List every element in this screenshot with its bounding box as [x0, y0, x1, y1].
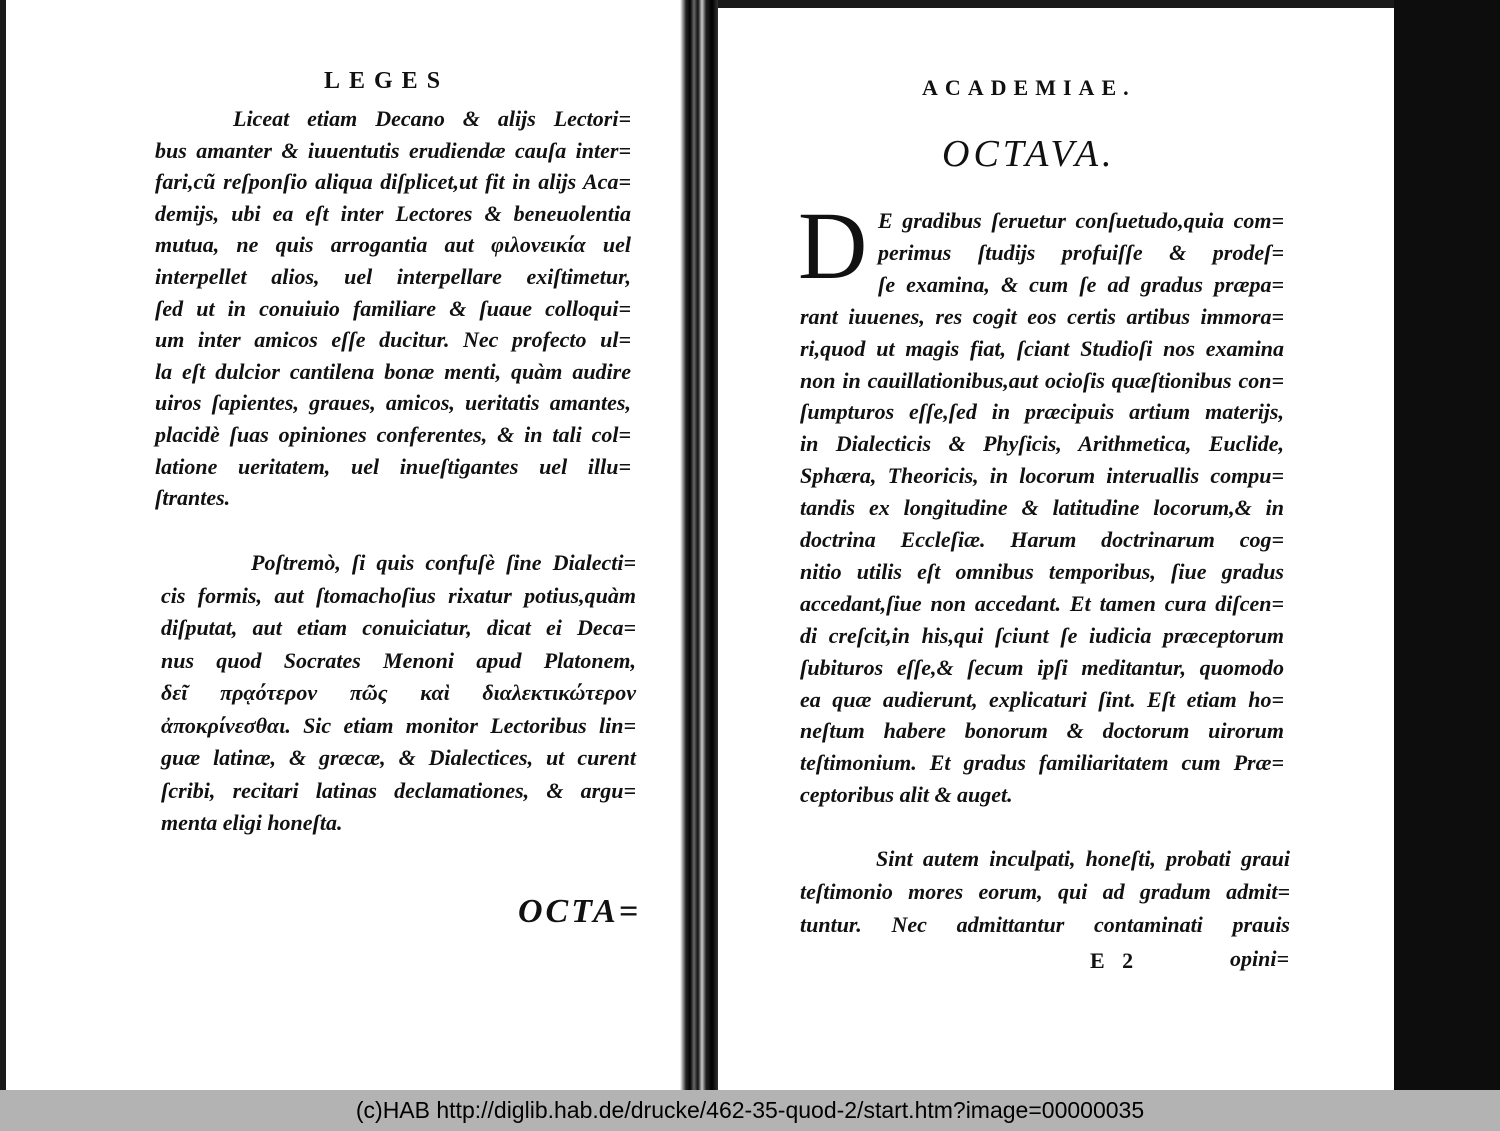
text-line: δεῖ πρᾳότερον πῶς καὶ διαλεκτικώτερον	[161, 680, 636, 705]
text-line: rant iuuenes, res cogit eos certis artibus immora=	[800, 303, 1284, 329]
text-line: ſumpturos eſſe,ſed in præcipuis artium materijs,	[800, 399, 1284, 425]
text-line: teſtimonio mores eorum, qui ad gradum admit=	[800, 879, 1290, 904]
text-line: Liceat etiam Decano & alijs Lectori=	[233, 106, 631, 131]
drop-cap: D	[798, 192, 868, 299]
text-line: um inter amicos eſſe ducitur. Nec profecto ul=	[155, 327, 631, 353]
text-line: ſe examina, & cum ſe ad gradus præpa=	[878, 271, 1284, 297]
text-line: mutua, ne quis arrogantia aut φιλονεικία uel	[155, 232, 631, 258]
text-line: teſtimonium. Et gradus familiaritatem cum Præ=	[800, 750, 1284, 776]
text-line: tuntur. Nec admittantur contaminati prauis	[800, 912, 1290, 937]
text-line: Poſtremò, ſi quis confuſè ſine Dialecti=	[251, 550, 636, 575]
text-line: diſputat, aut etiam conuiciatur, dicat ei Deca=	[161, 615, 636, 640]
text-line: la eſt dulcior cantilena bonæ menti, quàm audire	[155, 358, 631, 384]
text-line: ri,quod ut magis fiat, ſciant Studioſi nos examina	[800, 335, 1284, 361]
text-line: ſed ut in conuiuio familiare & ſuaue colloqui=	[155, 295, 631, 321]
left-page	[6, 0, 680, 1090]
text-line: fari,cũ reſponſio aliqua diſplicet,ut fit in alijs Aca=	[155, 169, 631, 195]
text-line: ea quæ audierunt, explicaturi ſint. Eſt etiam ho=	[800, 686, 1284, 712]
text-line: in Dialecticis & Phyſicis, Arithmetica, Euclide,	[800, 431, 1284, 457]
text-line: bus amanter & iuuentutis erudiendæ cauſa inter=	[155, 137, 631, 163]
copyright-footer: (c)HAB http://diglib.hab.de/drucke/462-35-quod-2/start.htm?image=00000035	[0, 1090, 1500, 1131]
text-line: ἀποκρίνεσθαι. Sic etiam monitor Lectoribus lin=	[161, 712, 636, 738]
text-line: perimus ſtudijs profuiſſe & prodeſ=	[878, 239, 1284, 265]
right-page	[718, 8, 1394, 1090]
text-line: Sphæra, Theoricis, in locorum interuallis compu=	[800, 463, 1284, 489]
text-line: nus quod Socrates Menoni apud Platonem,	[161, 647, 636, 673]
text-line: accedant,ſiue non accedant. Et tamen cura diſcen=	[800, 590, 1284, 616]
text-line: di creſcit,in his,qui ſciunt ſe iudicia præceptorum	[800, 622, 1284, 648]
catchword: OCTA=	[518, 893, 642, 930]
text-line: E gradibus ſeruetur conſuetudo,quia com=	[878, 208, 1284, 233]
text-line: ſubituros eſſe,& ſecum ipſi meditantur, quomodo	[800, 654, 1284, 680]
text-line: non in cauillationibus,aut ocioſis quæſtionibus con=	[800, 367, 1284, 393]
running-head: ACADEMIAE.	[922, 75, 1136, 100]
text-line: uiros ſapientes, graues, amicos, ueritatis amantes,	[155, 390, 631, 416]
text-line: tandis ex longitudine & latitudine locorum,& in	[800, 495, 1284, 521]
text-line: interpellet alios, uel interpellare exiſtimetur,	[155, 264, 631, 289]
scan-background	[1394, 0, 1500, 1090]
text-line: menta eligi honeſta.	[161, 810, 343, 835]
signature-mark: E 2	[1090, 948, 1140, 973]
text-line: ſtrantes.	[155, 485, 231, 511]
text-line: demijs, ubi ea eſt inter Lectores & beneuolentia	[155, 200, 631, 226]
text-line: latione ueritatem, uel inueſtigantes uel illu=	[155, 453, 631, 479]
text-line: guæ latinæ, & græcæ, & Dialectices, ut curent	[161, 745, 636, 770]
text-line: ceptoribus alit & auget.	[800, 782, 1013, 808]
section-heading: OCTAVA.	[942, 133, 1116, 175]
text-line: placidè ſuas opiniones conferentes, & in tali col=	[155, 422, 631, 447]
book-gutter	[680, 0, 718, 1090]
text-line: neſtum habere bonorum & doctorum uirorum	[800, 718, 1284, 744]
text-line: nitio utilis eſt omnibus temporibus, ſiue gradus	[800, 558, 1284, 584]
text-line: cis formis, aut ſtomachoſius rixatur potius,quàm	[161, 582, 636, 608]
text-line: ſcribi, recitari latinas declamationes, & argu=	[161, 777, 636, 803]
text-line: doctrina Eccleſiæ. Harum doctrinarum cog=	[800, 527, 1284, 552]
text-line: Sint autem inculpati, honeſti, probati graui	[876, 846, 1290, 871]
catchword: opini=	[1230, 946, 1289, 971]
running-head: LEGES	[324, 68, 450, 94]
